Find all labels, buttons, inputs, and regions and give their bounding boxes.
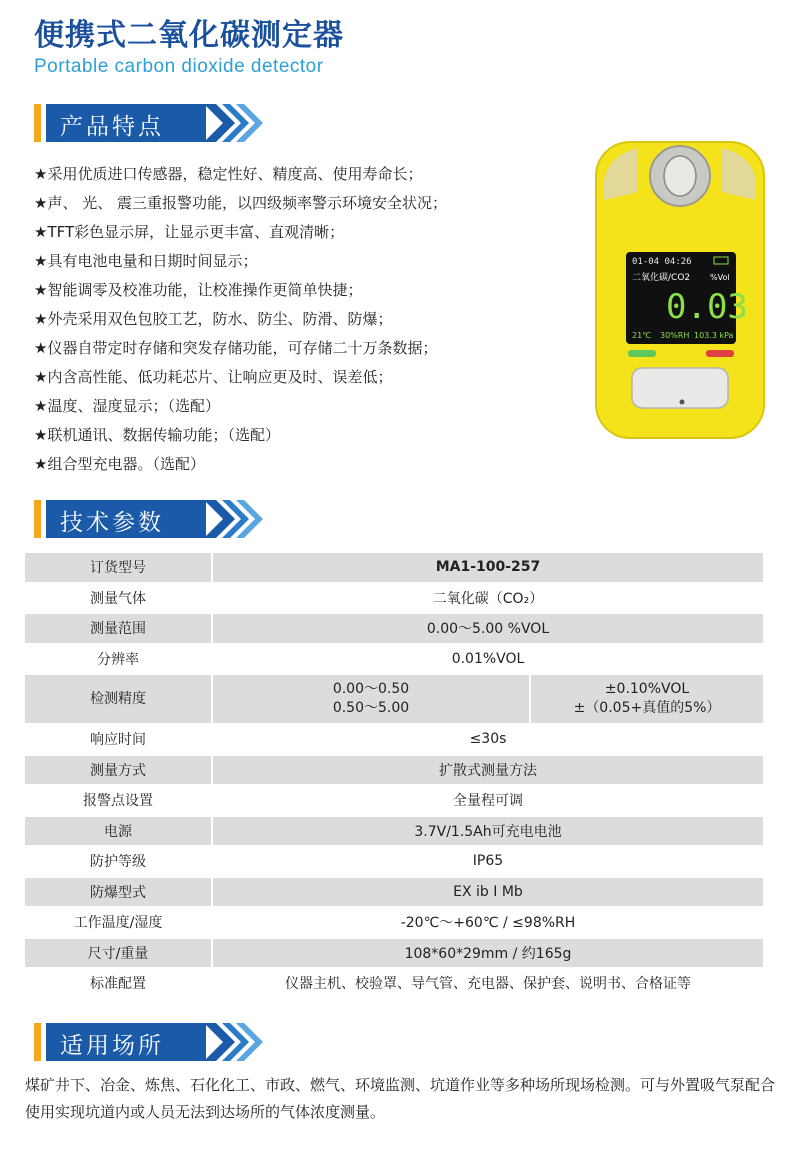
buzzer-hole xyxy=(680,400,685,405)
spec-label: 检测精度 xyxy=(25,674,212,724)
table-row xyxy=(25,877,763,908)
table-row xyxy=(25,674,763,724)
spec-value: 仪器主机、校验罩、导气管、充电器、保护套、说明书、合格证等 xyxy=(212,968,763,999)
spec-label: 标准配置 xyxy=(25,968,212,999)
spec-label: 测量范围 xyxy=(25,613,212,644)
accuracy-range: 0.50～5.00 xyxy=(332,700,410,716)
spec-label: 订货型号 xyxy=(25,553,212,583)
page-title: 便携式二氧化碳测定器 xyxy=(34,18,344,53)
list-item: ★具有电池电量和日期时间显示； xyxy=(34,252,258,270)
screen-humidity: 30%RH xyxy=(660,331,690,340)
list-item: ★外壳采用双色包胶工艺，防水、防尘、防滑、防爆； xyxy=(34,310,393,328)
spec-value: 0.01%VOL xyxy=(212,644,763,675)
chevron-stripes-icon xyxy=(204,500,274,538)
list-item: ★智能调零及校准功能，让校准操作更简单快捷； xyxy=(34,281,363,299)
table-row xyxy=(25,816,763,847)
spec-label: 防护等级 xyxy=(25,846,212,877)
spec-value: 0.00～5.00 %VOL xyxy=(212,613,763,644)
table-row xyxy=(25,846,763,877)
list-item: ★温度、湿度显示；（选配） xyxy=(34,397,220,415)
list-item: ★采用优质进口传感器，稳定性好、精度高、使用寿命长； xyxy=(34,165,423,183)
page-subtitle: Portable carbon dioxide detector xyxy=(34,56,324,77)
spec-value: -20℃～+60℃ / ≤98%RH xyxy=(212,907,763,938)
spec-label: 尺寸/重量 xyxy=(25,938,212,969)
spec-label: 响应时间 xyxy=(25,724,212,755)
screen-datetime: 01-04 04:26 xyxy=(632,257,692,267)
spec-value: 全量程可调 xyxy=(212,785,763,816)
table-row xyxy=(25,553,763,583)
spec-label: 分辨率 xyxy=(25,644,212,675)
screen-unit: %Vol xyxy=(710,273,730,282)
section-title: 技术参数 xyxy=(60,510,164,536)
screen-temp: 21℃ xyxy=(632,331,652,340)
list-item: ★TFT彩色显示屏，让显示更丰富、直观清晰； xyxy=(34,223,345,241)
table-row xyxy=(25,583,763,614)
spec-value: 3.7V/1.5Ah可充电电池 xyxy=(212,816,763,847)
chevron-stripes-icon xyxy=(204,104,274,142)
spec-label: 防爆型式 xyxy=(25,877,212,908)
table-row xyxy=(25,785,763,816)
applications-text: 煤矿井下、冶金、炼焦、石化化工、市政、燃气、环境监测、坑道作业等多种场所现场检测。可与外置吸气泵配合使用实现坑道内或人员无法到达场所的气体浓度测量。 xyxy=(25,1076,776,1121)
spec-label: 测量气体 xyxy=(25,583,212,614)
screen-pressure: 103.3 kPa xyxy=(694,331,734,340)
spec-value: IP65 xyxy=(212,846,763,877)
section-accent-bar xyxy=(34,1023,41,1061)
spec-value: EX ib Ⅰ Mb xyxy=(212,877,763,908)
table-row xyxy=(25,938,763,969)
spec-label: 工作温度/湿度 xyxy=(25,907,212,938)
spec-label: 报警点设置 xyxy=(25,785,212,816)
list-item: ★组合型充电器。（选配） xyxy=(34,455,205,473)
chevron-stripes-icon xyxy=(204,1023,274,1061)
section-title: 适用场所 xyxy=(60,1033,164,1059)
specs-section-header xyxy=(34,500,274,538)
table-row xyxy=(25,755,763,786)
feature-list xyxy=(34,160,594,479)
table-row xyxy=(25,907,763,938)
co2-detector-image xyxy=(590,140,770,440)
table-row xyxy=(25,724,763,755)
accuracy-range: 0.00～0.50 xyxy=(332,681,410,697)
accuracy-values xyxy=(530,674,763,724)
list-item: ★仪器自带定时存储和突发存储功能，可存储二十万条数据； xyxy=(34,339,438,357)
spec-label: 测量方式 xyxy=(25,755,212,786)
table-row xyxy=(25,968,763,999)
list-item: ★声、 光、 震三重报警功能，以四级频率警示环境安全状况； xyxy=(34,194,447,212)
accuracy-ranges xyxy=(212,674,530,724)
screen-reading: 0.03 xyxy=(666,287,748,327)
screen-gas-label: 二氧化碳/CO2 xyxy=(632,273,691,283)
accuracy-value: ±0.10%VOL xyxy=(604,681,690,697)
section-title: 产品特点 xyxy=(60,114,164,140)
green-button xyxy=(628,350,656,357)
spec-value: 二氧化碳（CO₂） xyxy=(212,583,763,614)
features-section-header xyxy=(34,104,274,142)
list-item: ★内含高性能、低功耗芯片、让响应更及时、误差低； xyxy=(34,368,393,386)
spec-value: MA1-100-257 xyxy=(212,553,763,583)
spec-table xyxy=(25,553,763,1000)
section-accent-bar xyxy=(34,500,41,538)
spec-value: 108*60*29mm / 约165g xyxy=(212,938,763,969)
spec-label: 电源 xyxy=(25,816,212,847)
list-item: ★联机通讯、数据传输功能；（选配） xyxy=(34,426,280,444)
apps-section-header xyxy=(34,1023,274,1061)
spec-value: 扩散式测量方法 xyxy=(212,755,763,786)
table-row xyxy=(25,644,763,675)
section-accent-bar xyxy=(34,104,41,142)
accuracy-value: ±（0.05+真值的5%） xyxy=(573,700,721,716)
red-button xyxy=(706,350,734,357)
table-row xyxy=(25,613,763,644)
spec-value: ≤30s xyxy=(212,724,763,755)
